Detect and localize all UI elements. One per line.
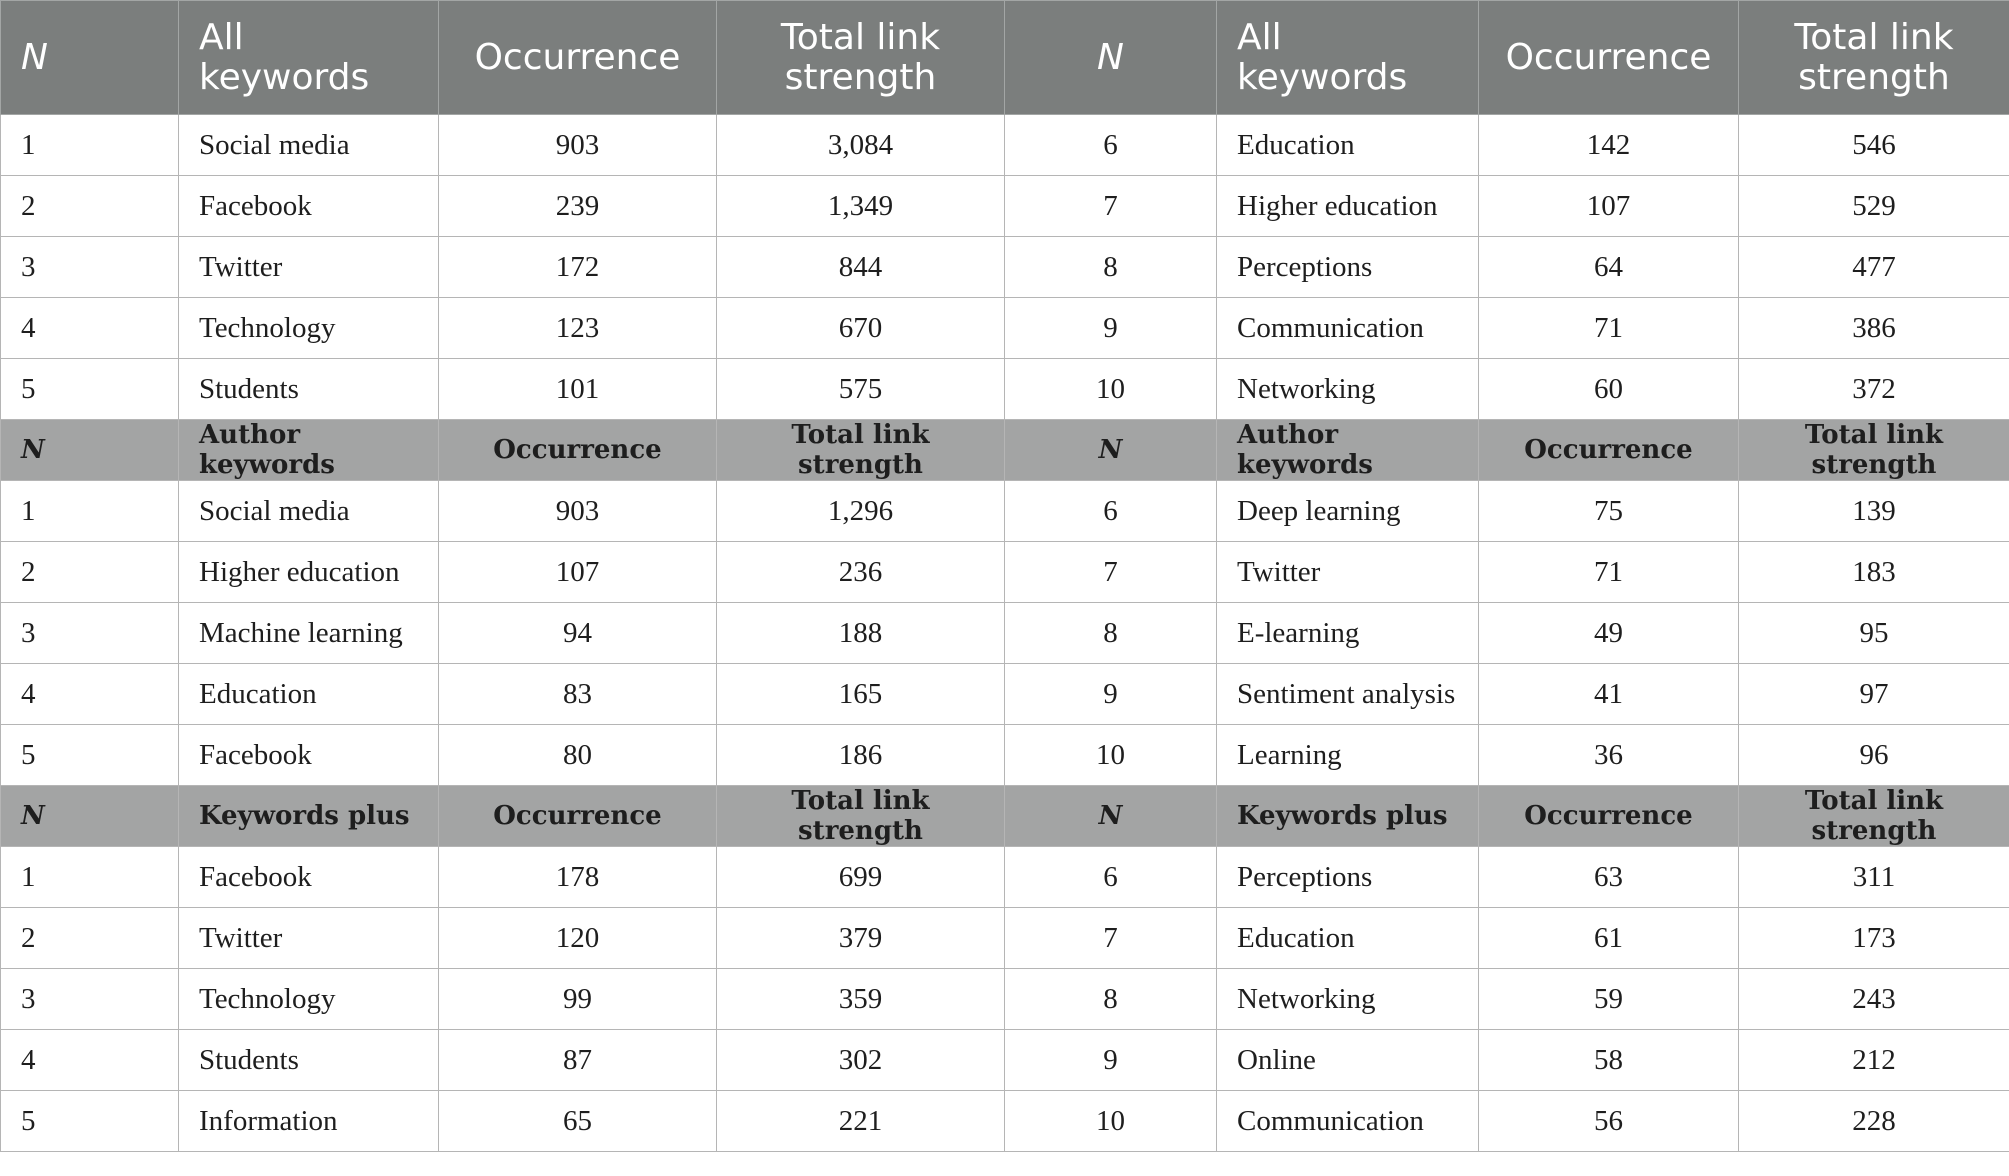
- table-row: [1, 969, 2009, 1030]
- header-keyword-right: Author keywords: [1217, 420, 1479, 481]
- cell-occurrence-right: 75: [1479, 481, 1739, 542]
- cell-occurrence-left: 65: [439, 1091, 717, 1152]
- cell-occurrence-left: 903: [439, 115, 717, 176]
- header-keyword-left: Keywords plus: [179, 786, 439, 847]
- header-occurrence-left: Occurrence: [439, 786, 717, 847]
- table-row: [1, 664, 2009, 725]
- cell-occurrence-right: 59: [1479, 969, 1739, 1030]
- cell-total-link-strength-right: 139: [1739, 481, 2009, 542]
- cell-keyword-right: Higher education: [1217, 176, 1479, 237]
- header-n-right: N: [1005, 1, 1217, 115]
- cell-total-link-strength-left: 1,349: [717, 176, 1005, 237]
- cell-total-link-strength-left: 3,084: [717, 115, 1005, 176]
- table-row: [1, 237, 2009, 298]
- cell-occurrence-right: 63: [1479, 847, 1739, 908]
- section-header-row: [1, 786, 2009, 847]
- cell-total-link-strength-left: 165: [717, 664, 1005, 725]
- cell-n-left: 4: [1, 298, 179, 359]
- cell-keyword-left: Technology: [179, 298, 439, 359]
- header-n-left: N: [1, 420, 179, 481]
- cell-total-link-strength-left: 302: [717, 1030, 1005, 1091]
- header-keyword-left: Author keywords: [179, 420, 439, 481]
- cell-occurrence-left: 94: [439, 603, 717, 664]
- cell-n-left: 5: [1, 725, 179, 786]
- cell-occurrence-right: 71: [1479, 298, 1739, 359]
- table-row: [1, 115, 2009, 176]
- table-header-row: [1, 1, 2009, 115]
- cell-occurrence-right: 61: [1479, 908, 1739, 969]
- cell-n-right: 7: [1005, 908, 1217, 969]
- table-row: [1, 603, 2009, 664]
- cell-total-link-strength-right: 546: [1739, 115, 2009, 176]
- cell-total-link-strength-right: 311: [1739, 847, 2009, 908]
- table-row: [1, 481, 2009, 542]
- header-occurrence-right: Occurrence: [1479, 1, 1739, 115]
- cell-total-link-strength-right: 97: [1739, 664, 2009, 725]
- cell-keyword-right: E-learning: [1217, 603, 1479, 664]
- header-total-link-strength-left: Total link strength: [717, 1, 1005, 115]
- cell-keyword-left: Social media: [179, 481, 439, 542]
- cell-occurrence-right: 41: [1479, 664, 1739, 725]
- header-keyword-right: All keywords: [1217, 1, 1479, 115]
- cell-total-link-strength-left: 844: [717, 237, 1005, 298]
- header-total-link-strength-left: Total link strength: [717, 786, 1005, 847]
- cell-n-right: 10: [1005, 1091, 1217, 1152]
- cell-keyword-left: Education: [179, 664, 439, 725]
- cell-keyword-right: Perceptions: [1217, 847, 1479, 908]
- cell-total-link-strength-right: 386: [1739, 298, 2009, 359]
- header-occurrence-right: Occurrence: [1479, 786, 1739, 847]
- cell-occurrence-left: 101: [439, 359, 717, 420]
- cell-keyword-right: Communication: [1217, 1091, 1479, 1152]
- cell-occurrence-left: 178: [439, 847, 717, 908]
- cell-occurrence-left: 83: [439, 664, 717, 725]
- cell-keyword-right: Sentiment analysis: [1217, 664, 1479, 725]
- header-n-left: N: [1, 1, 179, 115]
- cell-n-right: 9: [1005, 298, 1217, 359]
- cell-occurrence-right: 58: [1479, 1030, 1739, 1091]
- cell-occurrence-right: 71: [1479, 542, 1739, 603]
- header-keyword-left: All keywords: [179, 1, 439, 115]
- cell-keyword-right: Twitter: [1217, 542, 1479, 603]
- table-row: [1, 176, 2009, 237]
- cell-keyword-right: Networking: [1217, 359, 1479, 420]
- table-row: [1, 542, 2009, 603]
- cell-occurrence-right: 36: [1479, 725, 1739, 786]
- cell-total-link-strength-left: 186: [717, 725, 1005, 786]
- cell-total-link-strength-left: 699: [717, 847, 1005, 908]
- cell-total-link-strength-right: 173: [1739, 908, 2009, 969]
- cell-total-link-strength-right: 228: [1739, 1091, 2009, 1152]
- cell-keyword-left: Students: [179, 1030, 439, 1091]
- cell-n-left: 4: [1, 1030, 179, 1091]
- cell-occurrence-right: 56: [1479, 1091, 1739, 1152]
- cell-occurrence-left: 120: [439, 908, 717, 969]
- cell-keyword-left: Facebook: [179, 847, 439, 908]
- cell-n-left: 4: [1, 664, 179, 725]
- cell-total-link-strength-left: 359: [717, 969, 1005, 1030]
- header-keyword-right: Keywords plus: [1217, 786, 1479, 847]
- header-total-link-strength-right: Total link strength: [1739, 1, 2009, 115]
- table-row: [1, 908, 2009, 969]
- cell-n-right: 9: [1005, 664, 1217, 725]
- cell-n-left: 2: [1, 176, 179, 237]
- cell-total-link-strength-left: 379: [717, 908, 1005, 969]
- table-body: [1, 1, 2009, 1152]
- cell-total-link-strength-right: 183: [1739, 542, 2009, 603]
- cell-keyword-right: Deep learning: [1217, 481, 1479, 542]
- header-occurrence-left: Occurrence: [439, 1, 717, 115]
- section-header-row: [1, 420, 2009, 481]
- header-n-left: N: [1, 786, 179, 847]
- cell-n-right: 6: [1005, 115, 1217, 176]
- cell-n-right: 10: [1005, 725, 1217, 786]
- cell-keyword-right: Education: [1217, 908, 1479, 969]
- cell-n-left: 5: [1, 1091, 179, 1152]
- cell-total-link-strength-left: 1,296: [717, 481, 1005, 542]
- cell-keyword-right: Communication: [1217, 298, 1479, 359]
- cell-n-right: 6: [1005, 847, 1217, 908]
- cell-n-right: 8: [1005, 237, 1217, 298]
- cell-occurrence-left: 172: [439, 237, 717, 298]
- cell-occurrence-left: 87: [439, 1030, 717, 1091]
- cell-keyword-left: Higher education: [179, 542, 439, 603]
- cell-occurrence-left: 99: [439, 969, 717, 1030]
- cell-keyword-right: Perceptions: [1217, 237, 1479, 298]
- cell-total-link-strength-left: 221: [717, 1091, 1005, 1152]
- cell-keyword-right: Education: [1217, 115, 1479, 176]
- cell-keyword-left: Twitter: [179, 908, 439, 969]
- cell-n-right: 7: [1005, 542, 1217, 603]
- cell-keyword-right: Networking: [1217, 969, 1479, 1030]
- cell-total-link-strength-left: 188: [717, 603, 1005, 664]
- header-n-right: N: [1005, 786, 1217, 847]
- cell-n-left: 3: [1, 969, 179, 1030]
- cell-n-right: 8: [1005, 603, 1217, 664]
- cell-keyword-left: Facebook: [179, 725, 439, 786]
- cell-occurrence-left: 80: [439, 725, 717, 786]
- cell-keyword-left: Technology: [179, 969, 439, 1030]
- cell-keyword-left: Machine learning: [179, 603, 439, 664]
- cell-n-right: 7: [1005, 176, 1217, 237]
- cell-n-right: 8: [1005, 969, 1217, 1030]
- cell-keyword-right: Online: [1217, 1030, 1479, 1091]
- cell-total-link-strength-right: 372: [1739, 359, 2009, 420]
- cell-occurrence-left: 239: [439, 176, 717, 237]
- cell-occurrence-right: 64: [1479, 237, 1739, 298]
- cell-n-right: 6: [1005, 481, 1217, 542]
- header-total-link-strength-right: Total link strength: [1739, 786, 2009, 847]
- cell-occurrence-right: 60: [1479, 359, 1739, 420]
- cell-n-left: 1: [1, 481, 179, 542]
- cell-n-right: 9: [1005, 1030, 1217, 1091]
- cell-total-link-strength-left: 575: [717, 359, 1005, 420]
- cell-keyword-left: Students: [179, 359, 439, 420]
- cell-n-left: 1: [1, 847, 179, 908]
- cell-n-left: 5: [1, 359, 179, 420]
- cell-n-left: 2: [1, 542, 179, 603]
- cell-total-link-strength-right: 477: [1739, 237, 2009, 298]
- cell-n-left: 1: [1, 115, 179, 176]
- cell-occurrence-left: 107: [439, 542, 717, 603]
- cell-n-left: 3: [1, 237, 179, 298]
- header-total-link-strength-right: Total link strength: [1739, 420, 2009, 481]
- cell-keyword-left: Twitter: [179, 237, 439, 298]
- cell-total-link-strength-right: 212: [1739, 1030, 2009, 1091]
- cell-total-link-strength-right: 95: [1739, 603, 2009, 664]
- header-occurrence-right: Occurrence: [1479, 420, 1739, 481]
- cell-occurrence-left: 123: [439, 298, 717, 359]
- cell-total-link-strength-right: 529: [1739, 176, 2009, 237]
- header-occurrence-left: Occurrence: [439, 420, 717, 481]
- cell-total-link-strength-right: 96: [1739, 725, 2009, 786]
- cell-keyword-left: Information: [179, 1091, 439, 1152]
- table-row: [1, 847, 2009, 908]
- cell-occurrence-right: 107: [1479, 176, 1739, 237]
- cell-total-link-strength-right: 243: [1739, 969, 2009, 1030]
- cell-n-left: 3: [1, 603, 179, 664]
- cell-occurrence-right: 142: [1479, 115, 1739, 176]
- cell-n-left: 2: [1, 908, 179, 969]
- cell-keyword-right: Learning: [1217, 725, 1479, 786]
- cell-total-link-strength-left: 236: [717, 542, 1005, 603]
- table-row: [1, 725, 2009, 786]
- header-total-link-strength-left: Total link strength: [717, 420, 1005, 481]
- header-n-right: N: [1005, 420, 1217, 481]
- cell-total-link-strength-left: 670: [717, 298, 1005, 359]
- cell-keyword-left: Social media: [179, 115, 439, 176]
- cell-keyword-left: Facebook: [179, 176, 439, 237]
- cell-occurrence-left: 903: [439, 481, 717, 542]
- table-row: [1, 298, 2009, 359]
- cell-n-right: 10: [1005, 359, 1217, 420]
- table-row: [1, 1030, 2009, 1091]
- table-row: [1, 359, 2009, 420]
- table-row: [1, 1091, 2009, 1152]
- cell-occurrence-right: 49: [1479, 603, 1739, 664]
